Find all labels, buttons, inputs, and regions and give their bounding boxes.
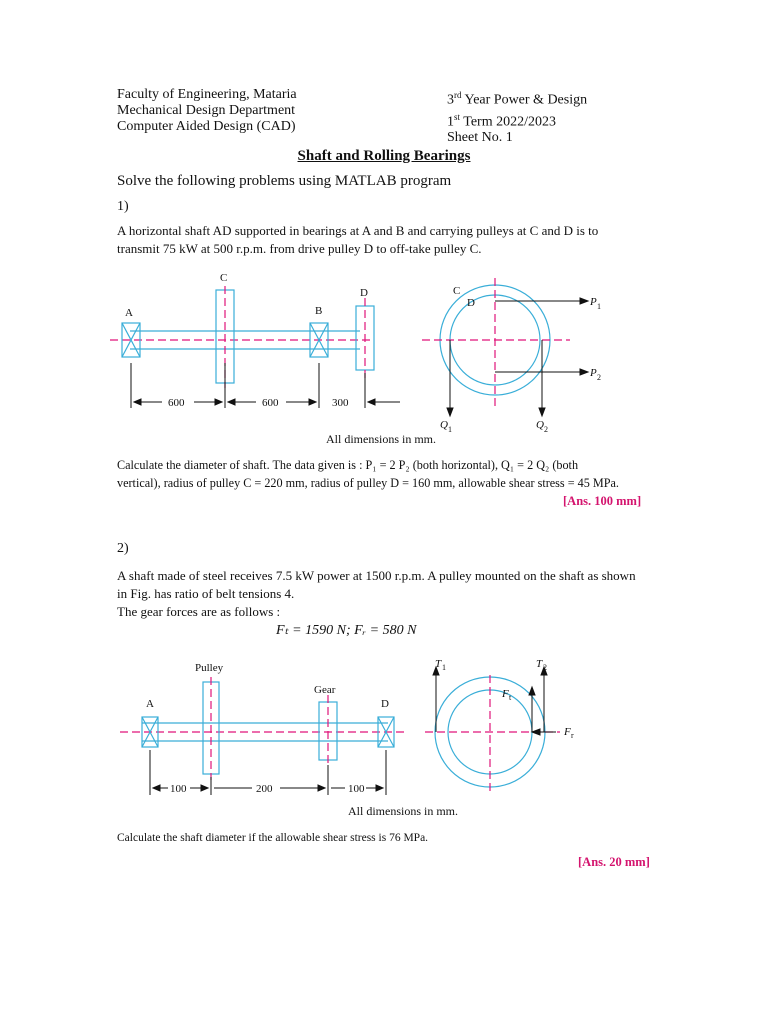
svg-text:t: t: [509, 693, 512, 702]
problem1-answer: [Ans. 100 mm]: [563, 494, 642, 508]
problem2-figure: [120, 655, 600, 825]
dim-600-b: 600: [262, 397, 279, 409]
header-left: [117, 87, 297, 135]
svg-text:Q: Q: [536, 419, 544, 431]
term-line: 1st Term 2022/2023: [447, 111, 556, 130]
label-a: A: [146, 698, 154, 710]
dim-200: 200: [256, 783, 273, 795]
problem2-answer: [Ans. 20 mm]: [578, 855, 650, 869]
label-pulley: Pulley: [195, 662, 224, 674]
svg-text:1: 1: [597, 302, 601, 311]
faculty-line: Faculty of Engineering, Mataria: [117, 87, 297, 102]
label-d: D: [360, 287, 368, 299]
dim-300: 300: [332, 397, 349, 409]
label-gear: Gear: [314, 684, 336, 696]
svg-text:2: 2: [597, 373, 601, 382]
problem2-number: 2): [117, 541, 129, 556]
problem2-statement: A shaft made of steel receives 7.5 kW power at 1500 r.p.m. A pulley mounted on the shaft as shown in Fig. has ratio of belt tensions 4. The gear forces are as follows :: [117, 568, 636, 619]
dim-600-a: 600: [168, 397, 185, 409]
label-c: C: [220, 272, 228, 284]
svg-text:r: r: [571, 731, 574, 740]
svg-text:F: F: [564, 726, 571, 738]
label-d: D: [381, 698, 389, 710]
svg-text:P: P: [590, 296, 597, 308]
svg-text:P: P: [590, 367, 597, 379]
circle-label-d: D: [467, 297, 475, 309]
problem1-figure: [110, 268, 670, 448]
svg-text:T: T: [536, 658, 543, 670]
svg-text:1: 1: [448, 425, 452, 434]
svg-text:2: 2: [543, 663, 547, 672]
year-line: 3rd Year Power & Design: [447, 90, 588, 108]
problem1-statement: A horizontal shaft AD supported in bearings at A and B and carrying pulleys at C and D is to transmit 75 kW at 500 r.p.m. from drive pulley D to off-take pulley C.: [117, 223, 599, 256]
page-title: Shaft and Rolling Bearings: [297, 148, 471, 164]
course-line: Computer Aided Design (CAD): [117, 119, 296, 134]
problem1-number: 1): [117, 199, 129, 214]
department-line: Mechanical Design Department: [117, 103, 296, 118]
label-b: B: [315, 305, 323, 317]
problem1-calc: Calculate the diameter of shaft. The data given is : P₁ = 2 P₂ (both horizontal), Q₁ = 2 Q₂ (both vertical), radius of pulley C = 220 mm, radius of pulley D = 160 mm, allowable shear stress = 45 MPa.: [117, 458, 619, 490]
svg-text:1: 1: [442, 663, 446, 672]
header-right: [447, 87, 587, 146]
circle-label-c: C: [453, 285, 461, 297]
instruction-text: Solve the following problems using MATLAB program: [117, 173, 452, 189]
problem1-fig-caption: All dimensions in mm.: [326, 432, 437, 446]
sheet-line: Sheet No. 1: [447, 130, 513, 146]
gear-forces: Fₜ = 1590 N; Fᵣ = 580 N: [276, 623, 417, 638]
svg-text:F: F: [502, 688, 509, 700]
svg-text:2: 2: [544, 425, 548, 434]
svg-text:Q: Q: [440, 419, 448, 431]
label-a: A: [125, 307, 133, 319]
problem2-fig-caption: All dimensions in mm.: [348, 804, 459, 818]
dim-100-b: 100: [348, 783, 365, 795]
problem2-calc: Calculate the shaft diameter if the allowable shear stress is 76 MPa.: [117, 832, 429, 844]
dim-100-a: 100: [170, 783, 187, 795]
svg-text:T: T: [435, 658, 442, 670]
